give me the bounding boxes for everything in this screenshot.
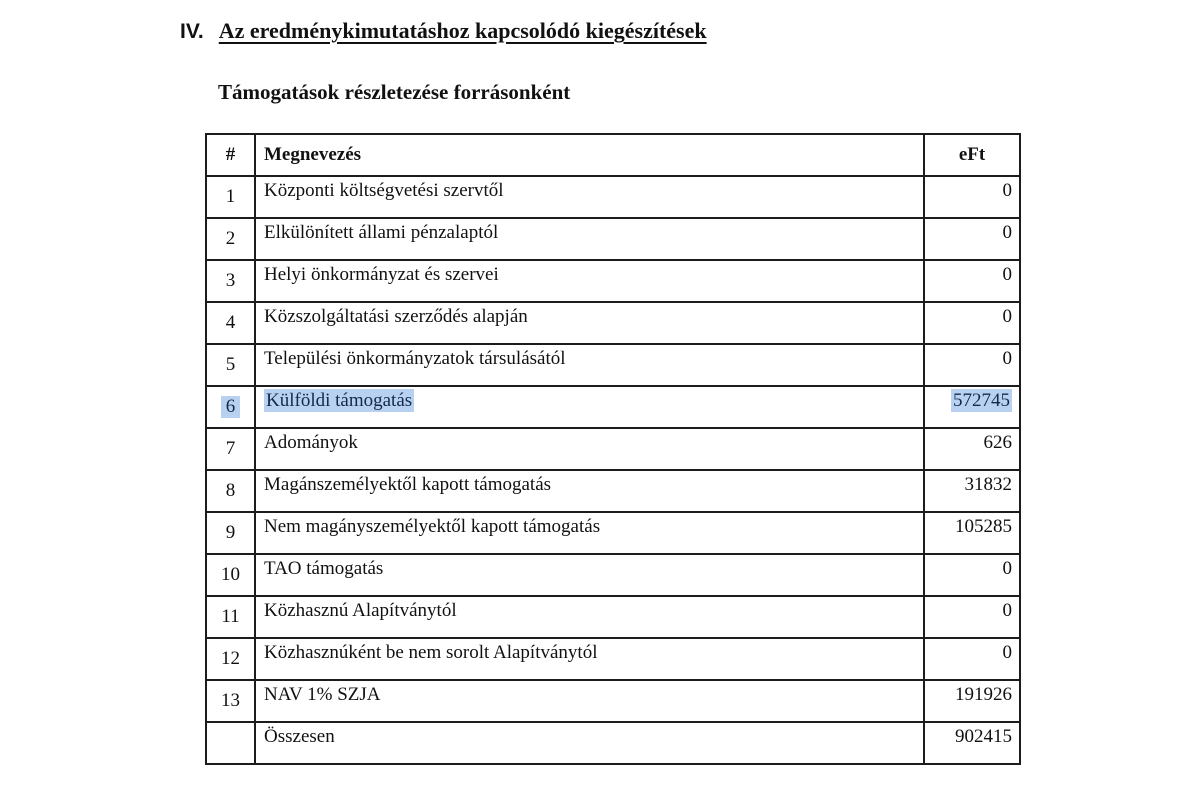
table-row (206, 680, 1020, 722)
row-value-cell (924, 260, 1020, 302)
row-value-cell (924, 344, 1020, 386)
row-name: Helyi önkormányzat és szervei (264, 264, 499, 285)
row-name-cell (255, 512, 924, 554)
row-value: 0 (1002, 222, 1012, 243)
section-title: Az eredménykimutatáshoz kapcsolódó kiegészítések (218, 18, 707, 43)
supports-table (205, 133, 1021, 765)
row-value: 0 (1002, 306, 1012, 327)
header-name: Megnevezés (255, 134, 924, 176)
table-row (206, 428, 1020, 470)
row-value-cell (924, 680, 1020, 722)
table-row (206, 176, 1020, 218)
row-value: 0 (1002, 600, 1012, 621)
row-name: Nem magányszemélyektől kapott támogatás (264, 516, 601, 537)
row-value-cell (924, 302, 1020, 344)
row-name: Összesen (264, 726, 335, 747)
table-row (206, 638, 1020, 680)
row-name-cell (255, 428, 924, 470)
row-number-cell (206, 638, 255, 680)
row-name: Közszolgáltatási szerződés alapján (264, 306, 528, 327)
table-row-highlighted (206, 386, 1020, 428)
table-row (206, 554, 1020, 596)
row-number-cell (206, 344, 255, 386)
row-name-cell (255, 554, 924, 596)
row-name-cell (255, 470, 924, 512)
row-number: 7 (225, 438, 236, 459)
header-num: # (206, 134, 255, 176)
row-value-cell (924, 218, 1020, 260)
row-name: Közhasznú Alapítványtól (264, 600, 457, 621)
row-value: 0 (1002, 264, 1012, 285)
row-name: TAO támogatás (264, 558, 384, 579)
row-name-cell (255, 302, 924, 344)
row-name: Elkülönített állami pénzalaptól (264, 222, 499, 243)
table-row (206, 596, 1020, 638)
row-name-cell (255, 344, 924, 386)
table-row (206, 512, 1020, 554)
section-number: IV. (180, 20, 204, 43)
table-row (206, 344, 1020, 386)
table-row (206, 722, 1020, 764)
row-name: Külföldi támogatás (266, 390, 413, 411)
row-number: 3 (225, 270, 236, 291)
row-number: 13 (221, 690, 240, 711)
row-name: Közhasznúként be nem sorolt Alapítványtól (264, 642, 598, 663)
row-value: 0 (1002, 180, 1012, 201)
row-number-cell (206, 302, 255, 344)
row-name: Adományok (264, 432, 358, 453)
row-name-cell (255, 176, 924, 218)
row-name: Központi költségvetési szervtől (264, 180, 504, 201)
row-number-cell (206, 218, 255, 260)
row-number: 4 (225, 312, 236, 333)
row-name-cell (255, 386, 924, 428)
row-number-cell (206, 512, 255, 554)
section-heading (180, 18, 707, 44)
row-value-cell (924, 512, 1020, 554)
header-row (206, 134, 1020, 176)
row-number: 9 (225, 522, 236, 543)
row-name-cell (255, 260, 924, 302)
row-value: 0 (1002, 642, 1012, 663)
row-name-cell (255, 218, 924, 260)
row-number: 2 (225, 228, 236, 249)
row-name: NAV 1% SZJA (264, 684, 381, 705)
row-value: 105285 (955, 516, 1012, 537)
table-row (206, 260, 1020, 302)
row-number-cell (206, 470, 255, 512)
row-number: 10 (221, 564, 240, 585)
table-title: Támogatások részletezése forrásonként (218, 80, 571, 104)
row-number: 12 (221, 648, 240, 669)
row-value-cell (924, 176, 1020, 218)
row-value: 0 (1002, 348, 1012, 369)
row-value: 191926 (955, 684, 1012, 705)
row-value: 572745 (953, 390, 1010, 411)
row-value-cell (924, 386, 1020, 428)
row-name-cell (255, 722, 924, 764)
row-number-cell (206, 680, 255, 722)
row-value: 31832 (964, 474, 1012, 495)
row-number: 5 (225, 354, 236, 375)
row-name-cell (255, 638, 924, 680)
row-value-cell (924, 554, 1020, 596)
row-value: 626 (983, 432, 1012, 453)
row-value: 902415 (955, 726, 1012, 747)
row-number-cell (206, 386, 255, 428)
row-value-cell (924, 638, 1020, 680)
row-value-cell (924, 428, 1020, 470)
table-body (206, 176, 1020, 764)
row-number-cell (206, 176, 255, 218)
row-name-cell (255, 680, 924, 722)
row-number-cell (206, 428, 255, 470)
table-row (206, 470, 1020, 512)
row-value: 0 (1002, 558, 1012, 579)
row-name: Magánszemélyektől kapott támogatás (264, 474, 552, 495)
row-number: 11 (221, 606, 240, 627)
row-value-cell (924, 596, 1020, 638)
table-row (206, 218, 1020, 260)
row-number-cell (206, 722, 255, 764)
table-row (206, 302, 1020, 344)
row-name-cell (255, 596, 924, 638)
row-number-cell (206, 260, 255, 302)
table-head (206, 134, 1020, 176)
row-name: Települési önkormányzatok társulásától (264, 348, 566, 369)
row-number-cell (206, 596, 255, 638)
row-value-cell (924, 470, 1020, 512)
row-number: 8 (225, 480, 236, 501)
row-number-cell (206, 554, 255, 596)
header-value: eFt (924, 134, 1020, 176)
row-number: 6 (221, 396, 241, 418)
row-number: 1 (225, 186, 236, 207)
row-value-cell (924, 722, 1020, 764)
